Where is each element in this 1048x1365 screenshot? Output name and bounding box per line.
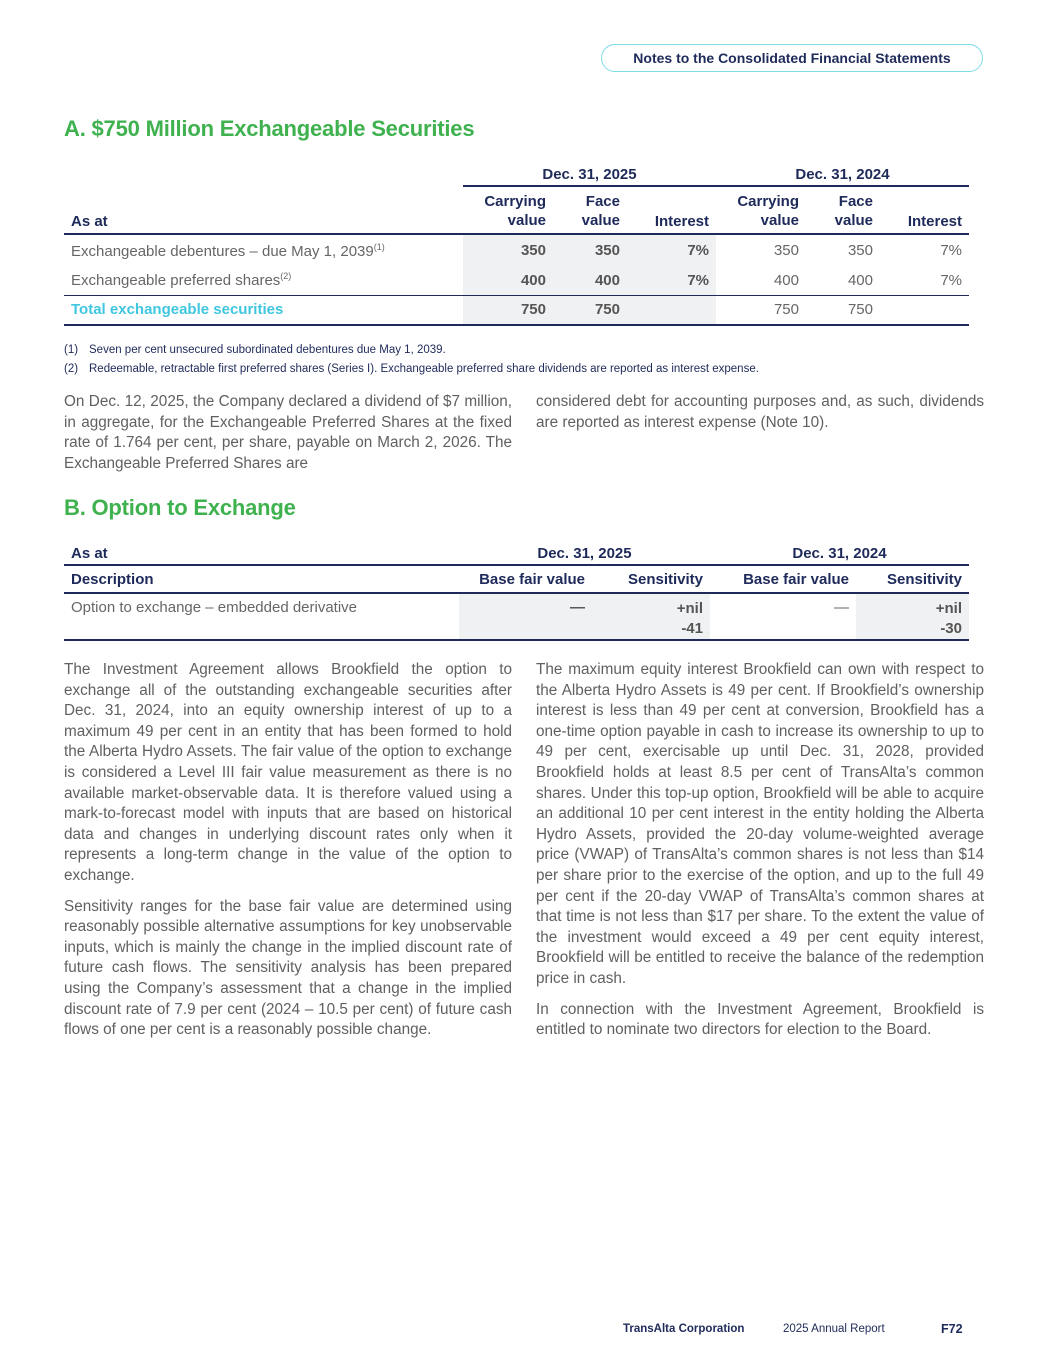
exchangeable-securities-table — [64, 164, 969, 326]
base-fair-value-2024-header: Base fair value — [743, 570, 849, 588]
as-at-header: As at — [71, 545, 108, 562]
dividend-paragraph-left: On Dec. 12, 2025, the Company declared a dividend of $7 million, in aggregate, for the Exchangeable Preferred Shares at the fixed rate of 1.764 per cent, per share, payable on March 2, 2026. The Exchangeable Preferred Shares are — [64, 393, 512, 472]
section-header-pill: Notes to the Consolidated Financial Statements — [601, 44, 983, 72]
section-b-title: B. Option to Exchange — [64, 495, 296, 520]
table-row: Exchangeable preferred shares$^{(2)}$ 400 400 7% 400 400 7% — [64, 266, 969, 295]
period-2024-header: Dec. 31, 2024 — [792, 545, 887, 562]
sensitivity-2025-header: Sensitivity — [627, 570, 703, 588]
dividend-paragraph-right: considered debt for accounting purposes and, as such, dividends are reported as interest expense (Note 10). — [536, 393, 984, 431]
total-row: Total exchangeable securities 750 750 750 750 — [64, 295, 969, 325]
face-value-2024-header: Face value — [834, 193, 873, 229]
section-a-title: A. $750 Million Exchangeable Securities — [64, 116, 475, 141]
footer-company: TransAlta Corporation — [623, 1323, 745, 1335]
footnote-1: (1) Seven per cent unsecured subordinated debentures due May 1, 2039. — [64, 344, 446, 356]
carrying-value-2025-header: Carrying value — [484, 193, 546, 229]
footnote-2: (2) Redeemable, retractable first preferred shares (Series I). Exchangeable preferred share dividends are reported as interest expense. — [64, 363, 759, 375]
option-text-right: The maximum equity interest Brookfield can own with respect to the Alberta Hydro Assets is 49 per cent. If Brookfield’s ownership interest is less than 49 per cent at conversion, Brookfield has a one-time option payable in cash to increase its ownership to up to 49 per cent, exercisable up until Dec. 31, 2028, provided Brookfield holds at least 8.5 per cent of TransAlta’s common shares. Under this top-up option, Brookfield will be able to acquire an additional 10 per cent interest in the entity holding the Alberta Hydro Assets, provided the 20-day volume-weighted average price (VWAP) of TransAlta’s common shares is not less than $14 per share prior to the exercise of the option, and up to the full 49 per cent if the 20-day VWAP of TransAlta’s common shares at that time is not less than $17 per share. To the extent the value of the investment would exceed a 49 per cent equity interest, Brookfield will be entitled to receive the balance of the redemption price in cash. In connection with the Investment Agreement, Brookfield is entitled to nominate two directors for election to the Board. — [536, 661, 984, 1039]
face-value-2025-header: Face value — [581, 193, 620, 229]
period-2024-header: Dec. 31, 2024 — [716, 164, 969, 186]
carrying-value-2024-header: Carrying value — [737, 193, 799, 229]
interest-2025-header: Interest — [654, 213, 709, 230]
sensitivity-2024-header: Sensitivity — [886, 570, 962, 588]
base-fair-value-2025-header: Base fair value — [479, 570, 585, 588]
option-text-left: The Investment Agreement allows Brookfield the option to exchange all of the outstanding exchangeable securities after Dec. 31, 2024, into an equity ownership interest of up to a maximum 49 per cent in an entity that has been formed to hold the Alberta Hydro Assets. The fair value of the option to exchange is considered a Level III fair value measurement as there is no available market-observable data. It is therefore valued using a mark-to-forecast model with inputs that are based on historical data and changes in underlying discount rates only when it represents a long-term change in the value of the option to exchange. Sensitivity ranges for the base fair value are determined using reasonably possible alternative assumptions for key unobservable inputs, which is mainly the change in the implied discount rate of future cash flows. The sensitivity analysis has been prepared using the Company’s assessment that a change in the implied discount rate of 7.9 per cent (2024 – 10.5 per cent) of future cash flows of one per cent is a reasonably possible change. — [64, 661, 512, 1039]
option-to-exchange-table — [64, 543, 969, 641]
as-at-header: As at — [71, 213, 108, 230]
interest-2024-header: Interest — [907, 213, 962, 230]
period-2025-header: Dec. 31, 2025 — [463, 164, 716, 186]
table-row: Exchangeable debentures – due May 1, 2039$^{(1)}$ 350 350 7% 350 350 7% — [64, 234, 969, 266]
description-header: Description — [71, 570, 154, 588]
period-2025-header: Dec. 31, 2025 — [537, 545, 632, 562]
table-row: Option to exchange – embedded derivative — +nil -41 — +nil -30 — [64, 593, 969, 640]
page-number: F72 — [941, 1322, 963, 1336]
footnotes — [64, 344, 759, 382]
footer-report: 2025 Annual Report — [783, 1323, 885, 1335]
